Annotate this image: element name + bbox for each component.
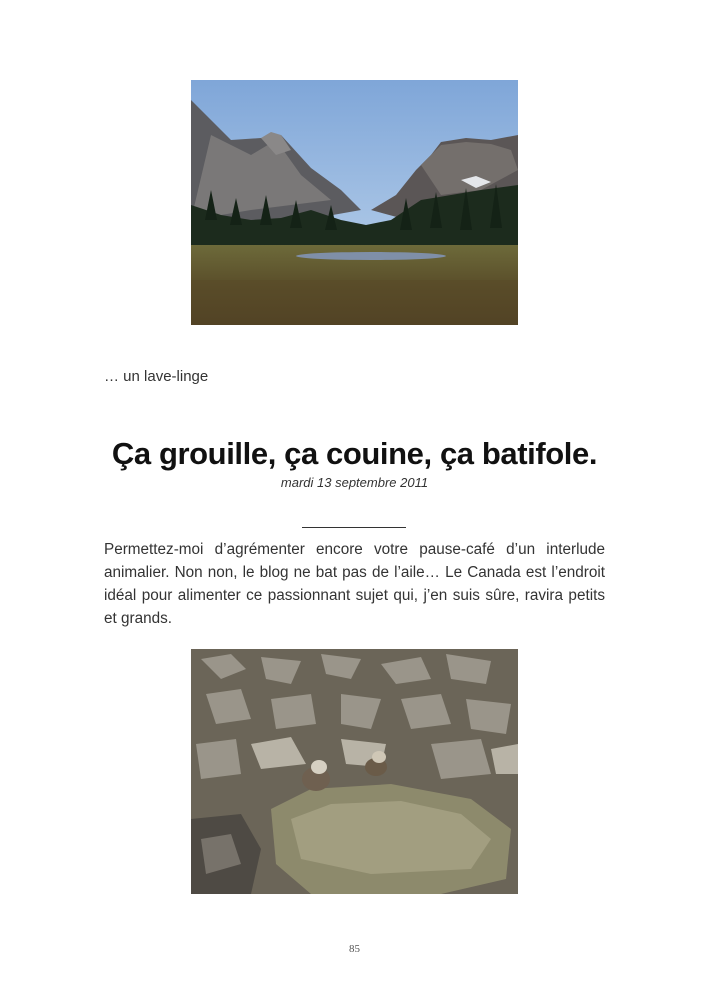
separator-line [302, 527, 406, 528]
page-number: 85 [349, 943, 360, 955]
photo-caption: … un lave-linge [104, 368, 209, 385]
article-date: mardi 13 septembre 2011 [280, 475, 429, 490]
article-title: Ça grouille, ça couine, ça batifole. [111, 436, 598, 471]
article-body: Permettez-moi d’agrémenter encore votre pause-café d’un interlude animalier. Non non, le blog ne bat pas de l’aile… Le Canada est l’endroit idéal pour alimenter ce passionnant sujet qui, j’en suis sûre, ravira petits et grands. [104, 541, 605, 627]
rocks-marmots-photo [191, 649, 518, 894]
mountain-meadow-photo [191, 80, 518, 325]
